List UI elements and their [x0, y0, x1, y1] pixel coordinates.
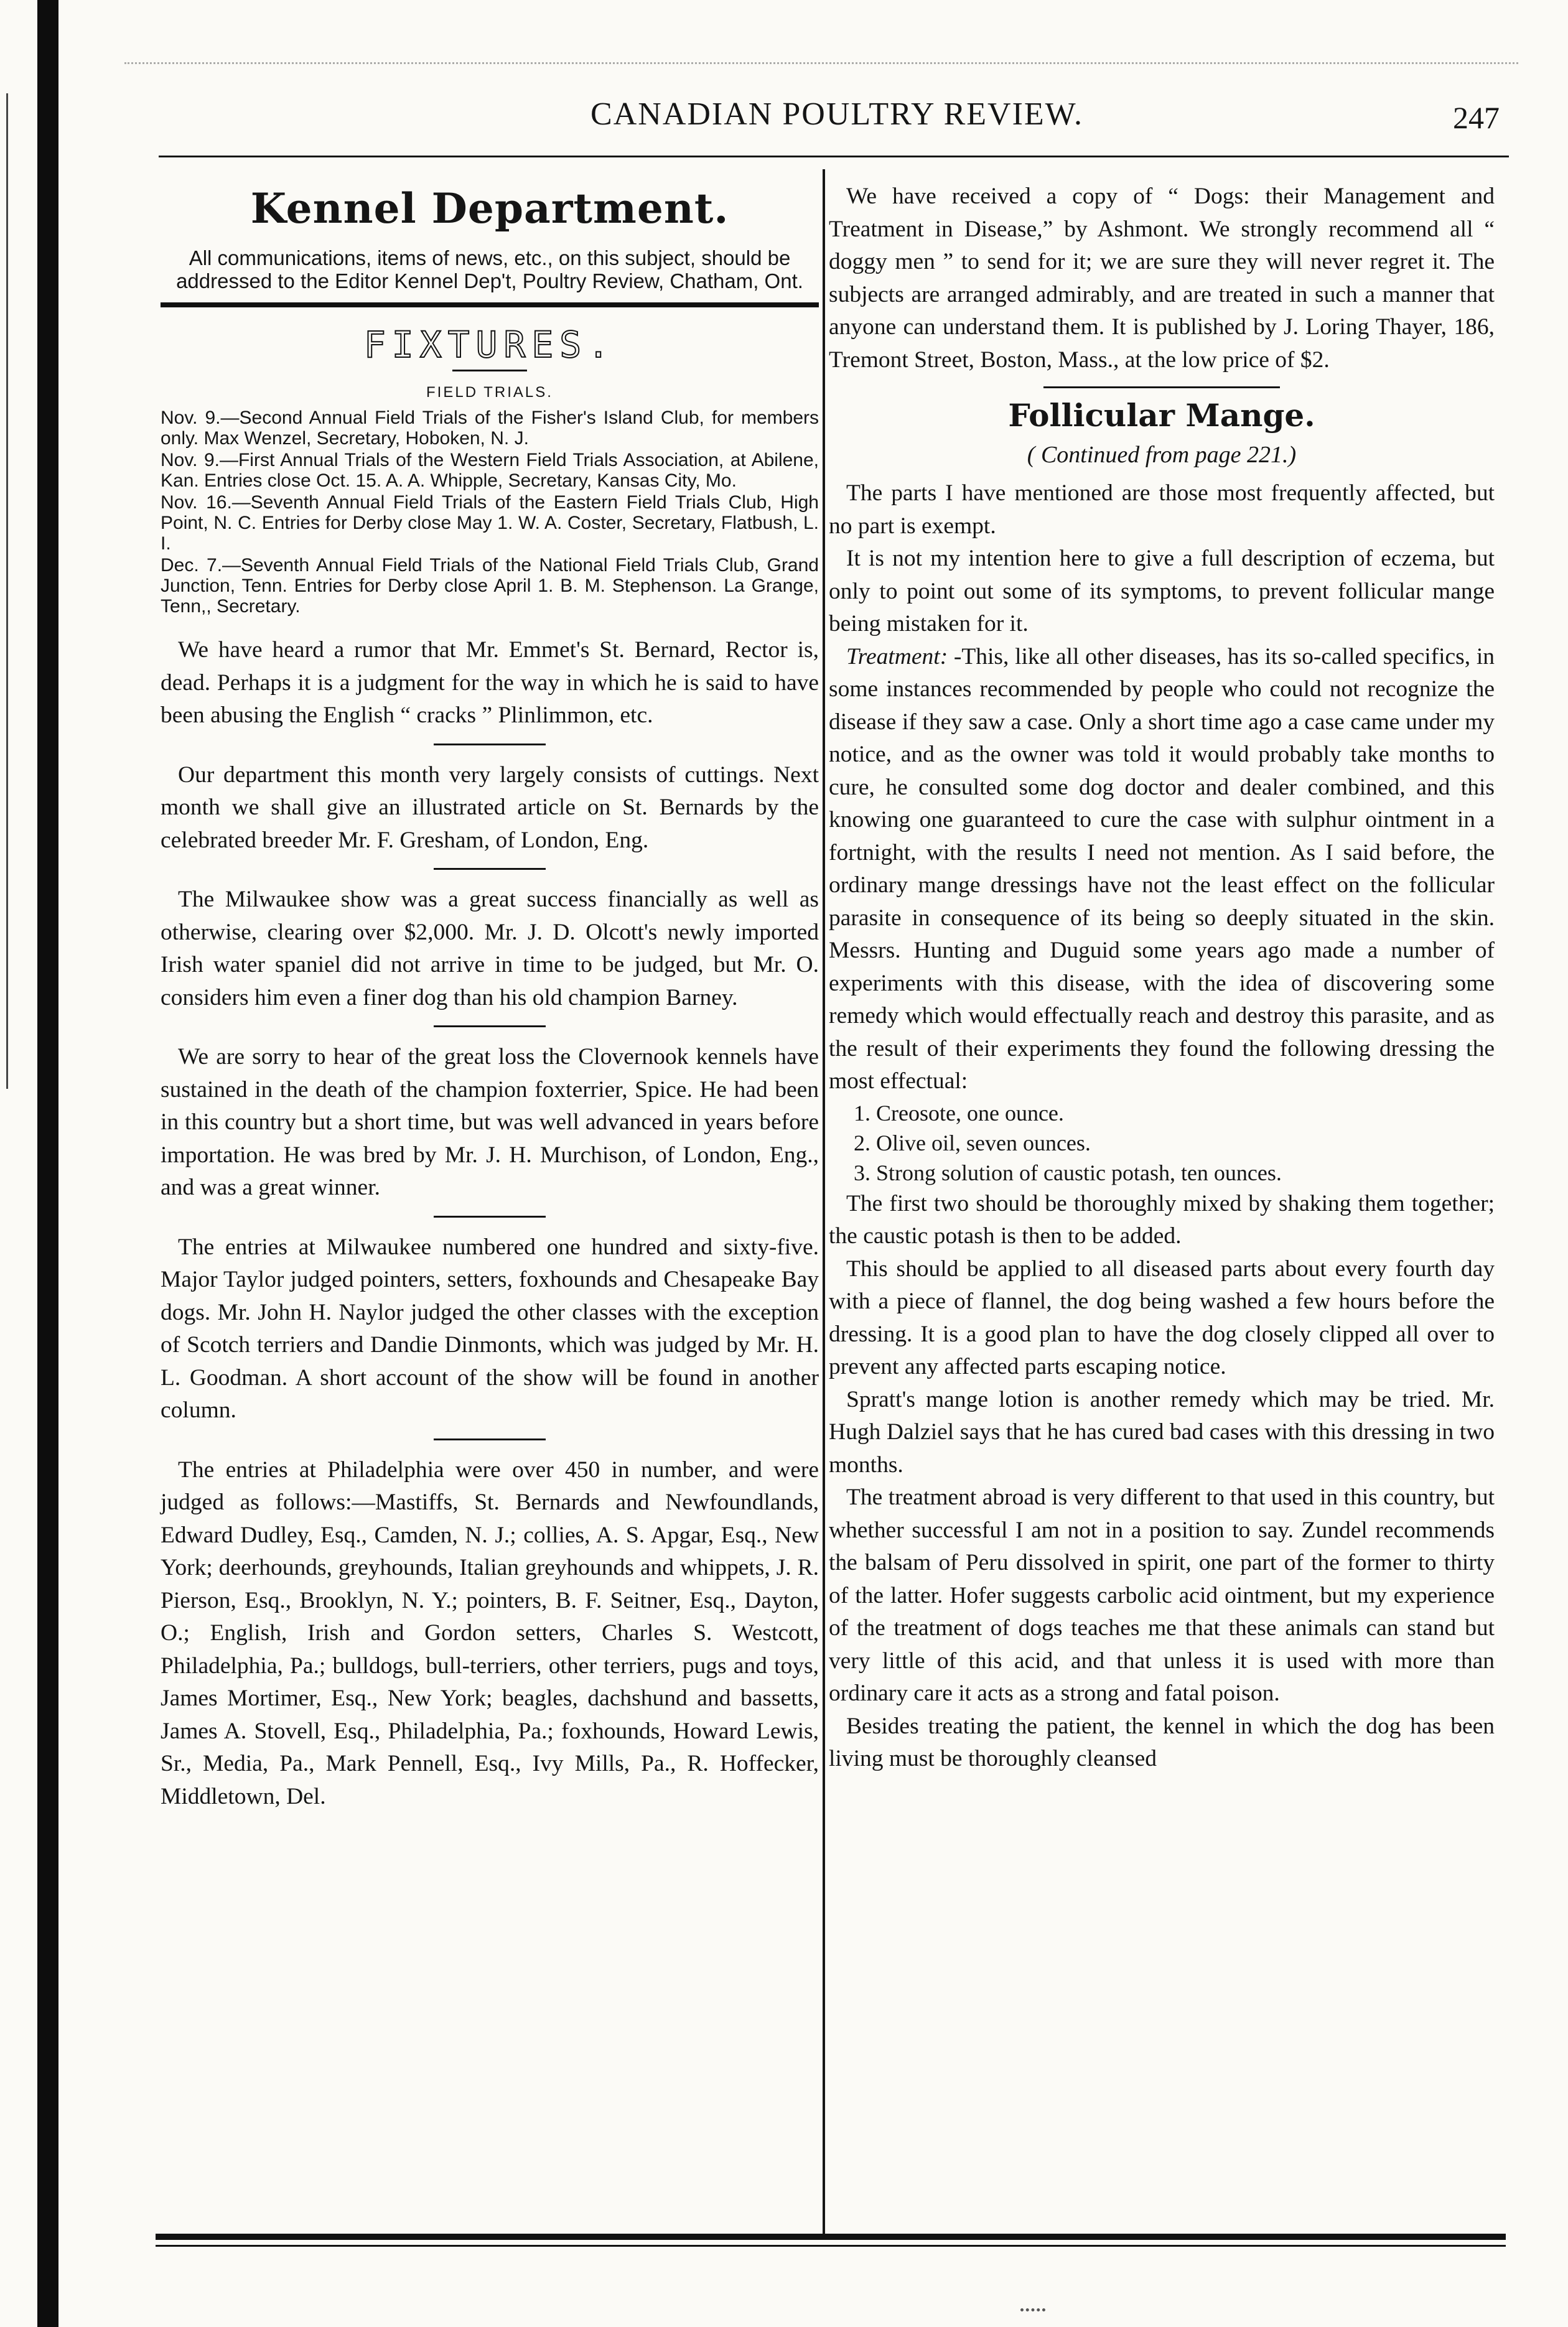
book-notice-paragraph: We have received a copy of “ Dogs: their Management and Treatment in Disease,” by Ashmont. We strongly recommend all “ doggy men ” to send for it; we are sure they will never regret it. The subjects are arranged admirably, and are treated in such a manner that anyone can understand them. It is published by J. Loring Thayer, 186, Tremont Street, Boston, Mass., at the low price of $2.: [829, 184, 1495, 373]
footer-rule-thick: [156, 2234, 1506, 2240]
top-margin-specks: [124, 44, 1518, 64]
trial-entry: Nov. 9.—Second Annual Field Trials of the Fisher's Island Club, for members only. Max Wenzel, Secretary, Hoboken, N. J.: [161, 408, 819, 449]
treatment-text: -This, like all other diseases, has its so-called specifics, in some instances recommended by people who could not recognize the disease if they saw a case. Only a short time ago a case came under my notice, and as the owner was told it would probably take months to cure, he consulted some dog doctor and dealer combined, and this knowing one guaranteed to cure the case with sulphur ointment in a fortnight, with the results I need not mention. As I said before, the ordinary mange dressings have not the least effect on the follicular parasite in consequence of its being so deeply situated in the skin. Messrs. Hunting and Duguid some years ago made a number of experiments with this disease, with the idea of discovering some remedy which would effectually reach and destroy this parasite, and as the result of their experiments they found the following dressing the most effectual:: [829, 643, 1495, 1094]
field-trials-heading: FIELD TRIALS.: [426, 384, 553, 401]
column-divider: [823, 169, 825, 2235]
trial-entry: Nov. 9.—First Annual Trials of the Western Field Trials Association, at Abilene, Kan. Entries close Oct. 15. A. A. Whipple, Secretary, Kansas City, Mo.: [161, 450, 819, 491]
section-rule: [161, 302, 819, 307]
article-paragraph: It is not my intention here to give a full description of eczema, but only to point out some of its symptoms, to prevent follicular mange being mistaken for it.: [829, 546, 1495, 637]
treatment-label: Treatment:: [846, 643, 948, 669]
news-paragraph: The entries at Philadelphia were over 450 in number, and were judged as follows:—Mastiffs, St. Bernards and Newfoundlands, Edward Dudley, Esq., Camden, N. J.; collies, A. S. Apgar, Esq., New York; deerhounds, greyhounds, Italian greyhounds and whippets, J. R. Pierson, Esq., Brooklyn, N. Y.; pointers, B. F. Seitner, Esq., Dayton, O.; English, Irish and Gordon setters, Charles S. Westcott, Philadelphia, Pa.; bulldogs, bull-terriers, other terriers, pugs and toys, James Mortimer, Esq., New York; beagles, dachshund and bassetts, James A. Stovell, Esq., Philadelphia, Pa.; foxhounds, Howard Lewis, Sr., Media, Pa., Mark Pennell, Esq., Ivy Mills, Pa., R. Hoffecker, Middletown, Del.: [161, 1457, 819, 1809]
separator-rule: [434, 744, 546, 745]
fixtures-rule: [452, 370, 527, 371]
news-paragraph: We have heard a rumor that Mr. Emmet's St. Bernard, Rector is, dead. Perhaps it is a judgment for the way in which he is said to have been abusing the English “ cracks ” Plinlimmon, etc.: [161, 637, 819, 728]
bottom-specks: [1020, 2302, 1045, 2311]
trial-entry: Dec. 7.—Seventh Annual Field Trials of the National Field Trials Club, Grand Junction, Tenn. Entries for Derby close April 1. B. M. Stephenson. La Grange, Tenn,, Secretary.: [161, 555, 819, 617]
list-item: 3. Strong solution of caustic potash, ten ounces.: [854, 1160, 1282, 1185]
list-item: 1. Creosote, one ounce.: [854, 1100, 1064, 1126]
header-rule: [159, 156, 1509, 157]
article-paragraph: The treatment abroad is very different to that used in this country, but whether successful I am not in a position to say. Zundel recommends the balsam of Peru dissolved in spirit, one part of the former to thirty of the latter. Hofer suggests carbolic acid ointment, but my experience of the treatment of dogs teaches me that these animals can stand but very little of this acid, and that unless it is used with more than ordinary care it acts as a strong and fatal poison.: [829, 1485, 1495, 1706]
left-column: [161, 180, 819, 1813]
article-paragraph: Besides treating the patient, the kennel in which the dog has been living must be thoroughly cleansed: [829, 1713, 1495, 1771]
article-paragraph: The first two should be thoroughly mixed by shaking them together; the caustic potash is then to be added.: [829, 1190, 1495, 1249]
list-item: 2. Olive oil, seven ounces.: [854, 1130, 1091, 1155]
article-paragraph: Spratt's mange lotion is another remedy which may be tried. Mr. Hugh Dalziel says that he has cured bad cases with this dressing in two months.: [829, 1386, 1495, 1478]
continued-note: ( Continued from page 221.): [1027, 442, 1297, 468]
page-edge: [0, 93, 8, 1089]
footer-rule-thin: [156, 2245, 1506, 2247]
news-paragraph: The Milwaukee show was a great success financially as well as otherwise, clearing over $2,000. Mr. J. D. Olcott's newly imported Irish water spaniel did not arrive in time to be judged, but Mr. O. considers him even a finer dog than his old champion Barney.: [161, 887, 819, 1010]
article-rule: [1043, 386, 1280, 388]
running-header: [162, 87, 1512, 143]
dressing-recipe-list: [829, 1098, 1495, 1188]
article-title: Follicular Mange.: [1008, 397, 1315, 434]
fixtures-heading: FIXTURES.: [363, 324, 616, 366]
news-paragraph: The entries at Milwaukee numbered one hundred and sixty-five. Major Taylor judged pointers, setters, foxhounds and Chesapeake Bay dogs. Mr. John H. Naylor judged the other classes with the exception of Scotch terriers and Dandie Dinmonts, which was judged by Mr. H. L. Goodman. A short account of the show will be found in another column.: [161, 1234, 819, 1423]
article-paragraph: The parts I have mentioned are those most frequently affected, but no part is exempt.: [829, 480, 1495, 539]
article-paragraph: This should be applied to all diseased parts about every fourth day with a piece of flannel, the dog being washed a few hours before the dressing. It is a good plan to have the dog closely clipped all over to prevent any affected parts escaping notice.: [829, 1256, 1495, 1379]
separator-rule: [434, 1216, 546, 1218]
separator-rule: [434, 1439, 546, 1440]
page-number: 247: [1453, 100, 1500, 135]
separator-rule: [434, 868, 546, 870]
journal-title: CANADIAN POULTRY REVIEW.: [590, 96, 1083, 132]
news-paragraph: Our department this month very largely consists of cuttings. Next month we shall give an illustrated article on St. Bernards by the celebrated breeder Mr. F. Gresham, of London, Eng.: [161, 762, 819, 853]
article-paragraph: [829, 641, 1495, 1098]
trial-entry: Nov. 16.—Seventh Annual Field Trials of the Eastern Field Trials Club, High Point, N. C. Entries for Derby close May 1. W. A. Coster, Secretary, Flatbush, L. I.: [161, 492, 819, 554]
department-title: Kennel Department.: [250, 184, 729, 233]
binding-edge: [37, 0, 58, 2327]
right-column: [829, 180, 1495, 1776]
news-paragraph: We are sorry to hear of the great loss the Clovernook kennels have sustained in the death of the champion foxterrier, Spice. He had been in this country but a short time, but was well advanced in years before importation. He was bred by Mr. J. H. Murchison, of London, Eng., and was a great winner.: [161, 1044, 819, 1200]
separator-rule: [434, 1025, 546, 1027]
editorial-notice: All communications, items of news, etc., on this subject, should be addressed to the Editor Kennel Dep't, Poultry Review, Chatham, Ont.: [176, 246, 803, 292]
